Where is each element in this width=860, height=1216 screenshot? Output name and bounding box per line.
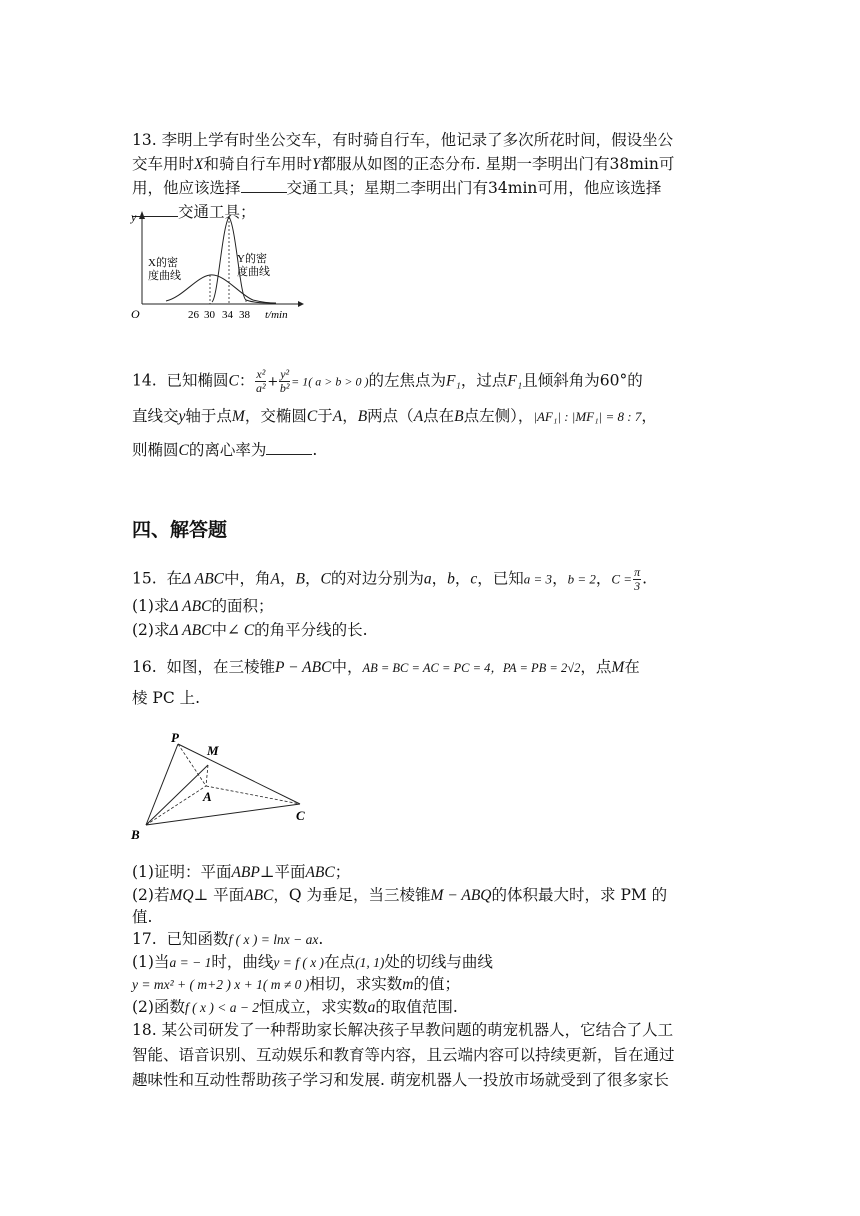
q14-text: 点在 bbox=[423, 407, 455, 425]
q16-text: 在 bbox=[624, 658, 640, 676]
q15-text: ，已知 bbox=[477, 569, 524, 588]
var-a: a bbox=[367, 999, 376, 1016]
c-equals: C = bbox=[611, 571, 633, 587]
triangle-abc: Δ ABC bbox=[182, 570, 224, 588]
plane-abc: ABC bbox=[305, 864, 335, 881]
edge-conditions: AB = BC = AC = PC = 4，PA = PB = 2√2 bbox=[362, 661, 581, 675]
q15-text: 中 bbox=[211, 621, 227, 639]
edge-ba bbox=[146, 786, 206, 825]
q14-text: . bbox=[312, 441, 318, 459]
q18-text: 18. 某公司研发了一种帮助家长解决孩子早教问题的萌宠机器人，它结合了人工 bbox=[132, 1021, 674, 1039]
vertex-c: C bbox=[296, 808, 305, 823]
ellipse-condition: = 1( a > b > 0 ) bbox=[291, 374, 369, 389]
time-34: 34min bbox=[488, 179, 538, 197]
pyramid-m-abq: M − ABQ bbox=[430, 887, 492, 904]
q18-text: 趣味性和互动性帮助孩子学习和发展. 萌宠机器人一投放市场就受到了很多家长 bbox=[132, 1071, 669, 1089]
var-F1: F₁ bbox=[507, 372, 523, 390]
var-B: B bbox=[357, 408, 368, 425]
vertex-b: B bbox=[131, 827, 140, 840]
curve-yfx: y = f ( x ) bbox=[273, 955, 325, 970]
q16-part-1 bbox=[132, 860, 350, 885]
x-curve-label-2: 度曲线 bbox=[148, 270, 181, 282]
q15-part2-label: (2)求 bbox=[132, 621, 170, 639]
q14-text: 于 bbox=[317, 407, 333, 425]
b-equals: b = 2 bbox=[567, 571, 596, 587]
q13-text: 13. 李明上学有时坐公交车，有时骑自行车，他记录了多次所花时间，假设坐公 bbox=[132, 131, 674, 149]
q16-part-2-end bbox=[132, 905, 152, 929]
a-equals: a = 3 bbox=[523, 571, 553, 587]
tick-38: 38 bbox=[239, 309, 250, 321]
q16-text: 如图，在三棱锥 bbox=[166, 658, 276, 676]
q14-text: 则椭圆 bbox=[132, 441, 179, 459]
var-M: M bbox=[611, 659, 625, 676]
q15-text: 的对边分别为 bbox=[330, 569, 424, 588]
q13-text-2a: 交车用时 bbox=[132, 155, 195, 173]
answer-blank bbox=[241, 178, 287, 193]
q14-text-2: 的左焦点为 bbox=[368, 371, 446, 390]
frac-den: a² bbox=[256, 381, 266, 395]
q14-line-3 bbox=[132, 438, 317, 463]
q17-part-1-cont bbox=[132, 972, 460, 997]
q15-part-1 bbox=[132, 594, 273, 619]
edge-pc bbox=[178, 744, 300, 804]
plane-abp: ABP bbox=[231, 864, 260, 881]
q14-text: 轴于点 bbox=[185, 407, 232, 425]
q15-line-1: 15. 在Δ ABC中，角A，B，C的对边分别为a，b，c，已知a = 3，b = 2，C = $\frac{\pi}{3}$ . bbox=[132, 565, 648, 593]
q16-text: (2)若 bbox=[132, 886, 170, 904]
edge-pb bbox=[146, 744, 178, 825]
q16-text: ，点 bbox=[580, 658, 612, 676]
q15-number: 15. bbox=[132, 569, 157, 588]
q16-number: 16. bbox=[132, 658, 157, 676]
x-curve-label-1: X的密 bbox=[148, 257, 178, 269]
section-title: 四、解答题 bbox=[132, 519, 228, 541]
a-value: a = − 1 bbox=[169, 955, 212, 970]
q17-line-1 bbox=[132, 927, 323, 952]
fraction-x2-a2 bbox=[255, 368, 266, 395]
edge-bc bbox=[146, 804, 300, 825]
triangle-abc: Δ ABC bbox=[169, 622, 212, 639]
q14-text: 直线交 bbox=[132, 407, 179, 425]
q17-text: . bbox=[318, 930, 324, 948]
q14-text: ，交椭圆 bbox=[244, 407, 307, 425]
q16-line-2 bbox=[132, 686, 200, 710]
var-B: B bbox=[295, 570, 305, 588]
frac-den: b² bbox=[279, 381, 290, 395]
frac-num: y² bbox=[280, 367, 290, 381]
q17-text: 时，曲线 bbox=[211, 953, 274, 971]
inequality: f ( x ) < a − 2 bbox=[184, 1000, 260, 1015]
normal-distribution-figure bbox=[128, 207, 308, 327]
fraction-y2-b2 bbox=[279, 368, 290, 395]
colon: ： bbox=[238, 371, 255, 390]
q13-text-2b: 和骑自行车用时 bbox=[203, 155, 312, 173]
q16-text: ，Q 为垂足，当三棱锥 bbox=[273, 886, 431, 904]
pyramid-p-abc: P − ABC bbox=[275, 659, 332, 676]
var-m: m bbox=[402, 976, 414, 993]
var-y: y bbox=[178, 408, 186, 425]
q15-text: 在 bbox=[166, 569, 183, 588]
segment-mq: MQ bbox=[169, 887, 194, 904]
q16-text: 平面 bbox=[274, 863, 306, 881]
q18-line-3 bbox=[132, 1068, 669, 1092]
q18-line-2 bbox=[132, 1043, 675, 1067]
y-axis-label: y bbox=[131, 210, 137, 224]
q16-text: (1)证明：平面 bbox=[132, 863, 232, 881]
q17-part-2 bbox=[132, 995, 458, 1020]
q16-text: ； bbox=[334, 863, 351, 881]
perp-symbol: ⊥ bbox=[259, 863, 275, 881]
q16-text: 值. bbox=[132, 908, 153, 926]
var-y: Y bbox=[312, 156, 321, 173]
frac-den: 3 bbox=[634, 579, 641, 593]
q15-text: 中，角 bbox=[224, 569, 271, 588]
q13-text-2d: 可 bbox=[658, 155, 675, 173]
angle-c: ∠ C bbox=[226, 622, 255, 639]
q16-part-2 bbox=[132, 883, 667, 908]
q15-part-2 bbox=[132, 618, 368, 643]
curve-quadratic: y = mx² + ( m+2 ) x + 1( m ≠ 0 ) bbox=[132, 977, 310, 992]
pyramid-figure bbox=[128, 728, 318, 840]
y-axis-arrow bbox=[139, 211, 145, 219]
q13-line-2 bbox=[132, 152, 674, 177]
tick-26: 26 bbox=[188, 309, 199, 321]
q14-text-5: 的 bbox=[627, 371, 643, 390]
q15-text: 的面积； bbox=[211, 597, 274, 615]
var-B: B bbox=[454, 408, 464, 425]
q14-text-1: 已知椭圆 bbox=[166, 371, 229, 390]
q18-line-1 bbox=[132, 1018, 673, 1042]
time-38: 38min bbox=[609, 155, 659, 173]
ratio-expression: |AF₁| : |MF₁| = 8 : 7 bbox=[533, 409, 642, 424]
q17-text: 相切，求实数 bbox=[309, 975, 403, 993]
frac-num: π bbox=[634, 565, 641, 579]
var-A: A bbox=[270, 570, 280, 588]
var-F1: F₁ bbox=[445, 372, 461, 390]
fraction-pi-3 bbox=[633, 566, 641, 593]
q17-text: 处的切线与曲线 bbox=[384, 953, 493, 971]
q17-text: 的值； bbox=[413, 975, 460, 993]
y-curve-label-2: 度曲线 bbox=[237, 266, 270, 278]
tick-30: 30 bbox=[204, 309, 215, 321]
q13-text-2c: 都服从如图的正态分布. 星期一李明出门有 bbox=[320, 155, 610, 173]
plane-abc: ABC bbox=[244, 887, 274, 904]
function-fx: f ( x ) = lnx − ax bbox=[228, 932, 319, 947]
q14-text-4: 且倾斜角为 bbox=[522, 371, 600, 390]
perp-symbol: ⊥ bbox=[193, 886, 209, 904]
q16-text: 中， bbox=[331, 658, 363, 676]
q17-text: (1)当 bbox=[132, 953, 170, 971]
q15-text: 的角平分线的长. bbox=[254, 621, 368, 639]
edge-pa bbox=[178, 744, 206, 786]
q16-line-1 bbox=[132, 655, 640, 680]
plus-sign: + bbox=[267, 374, 279, 390]
q15-part1-label: (1)求 bbox=[132, 597, 170, 615]
q14-text: 两点（ bbox=[367, 407, 414, 425]
edge-bm bbox=[146, 765, 208, 825]
frac-num: x² bbox=[256, 367, 266, 381]
q17-number: 17. bbox=[132, 930, 157, 948]
y-curve-label-1: Y的密 bbox=[237, 253, 267, 265]
origin-label: O bbox=[131, 307, 140, 321]
angle-60: 60° bbox=[599, 371, 628, 390]
var-C: C bbox=[320, 570, 331, 588]
var-C: C bbox=[178, 442, 189, 459]
var-A: A bbox=[413, 408, 424, 425]
var-C: C bbox=[306, 408, 318, 425]
q13-line-3 bbox=[132, 176, 661, 200]
x-axis-label: t/min bbox=[265, 309, 288, 321]
q13-text-3a: 用，他应该选择 bbox=[132, 179, 241, 197]
tick-34: 34 bbox=[222, 309, 233, 321]
q16-text: 的体积最大时，求 PM 的 bbox=[491, 886, 668, 904]
q18-text: 智能、语音识别、互动娱乐和教育等内容，且云端内容可以持续更新，旨在通过 bbox=[132, 1046, 675, 1064]
comma: ， bbox=[342, 407, 358, 425]
q13-line-1 bbox=[132, 128, 673, 152]
var-A: A bbox=[332, 408, 343, 425]
q14-line-1 bbox=[132, 368, 643, 395]
q13-text-4: 交通工具； bbox=[178, 203, 256, 221]
point-1-1: (1, 1) bbox=[355, 955, 385, 970]
triangle-abc: Δ ABC bbox=[169, 598, 212, 615]
q16-text: 棱 PC 上. bbox=[132, 689, 201, 707]
vertex-a: A bbox=[203, 789, 212, 804]
q14-text: 点左侧）， bbox=[463, 407, 534, 425]
q14-number: 14. bbox=[132, 371, 157, 390]
q14-text-3: ，过点 bbox=[460, 371, 508, 390]
x-axis-arrow bbox=[298, 301, 304, 307]
q14-line-2 bbox=[132, 404, 657, 429]
point-m: M bbox=[207, 743, 219, 758]
answer-blank bbox=[266, 440, 312, 455]
vertex-p: P bbox=[171, 730, 179, 745]
q13-text-3c: 可用，他应该选择 bbox=[537, 179, 662, 197]
q14-text: ， bbox=[641, 407, 657, 425]
q13-text-3b: 交通工具；星期二李明出门有 bbox=[286, 179, 489, 197]
q16-text: 平面 bbox=[213, 886, 245, 904]
var-x: X bbox=[194, 156, 204, 173]
q17-text: 的取值范围. bbox=[375, 998, 458, 1016]
q14-text: 的离心率为 bbox=[188, 441, 267, 459]
edge-ma bbox=[206, 765, 208, 786]
q17-text: 恒成立，求实数 bbox=[259, 998, 368, 1016]
edge-ac bbox=[206, 786, 300, 804]
var-M: M bbox=[231, 408, 245, 425]
q17-text: (2)函数 bbox=[132, 998, 185, 1016]
q17-text: 已知函数 bbox=[166, 930, 229, 948]
var-C: C bbox=[228, 372, 239, 390]
q17-text: 在点 bbox=[324, 953, 356, 971]
x-density-curve bbox=[166, 275, 276, 303]
